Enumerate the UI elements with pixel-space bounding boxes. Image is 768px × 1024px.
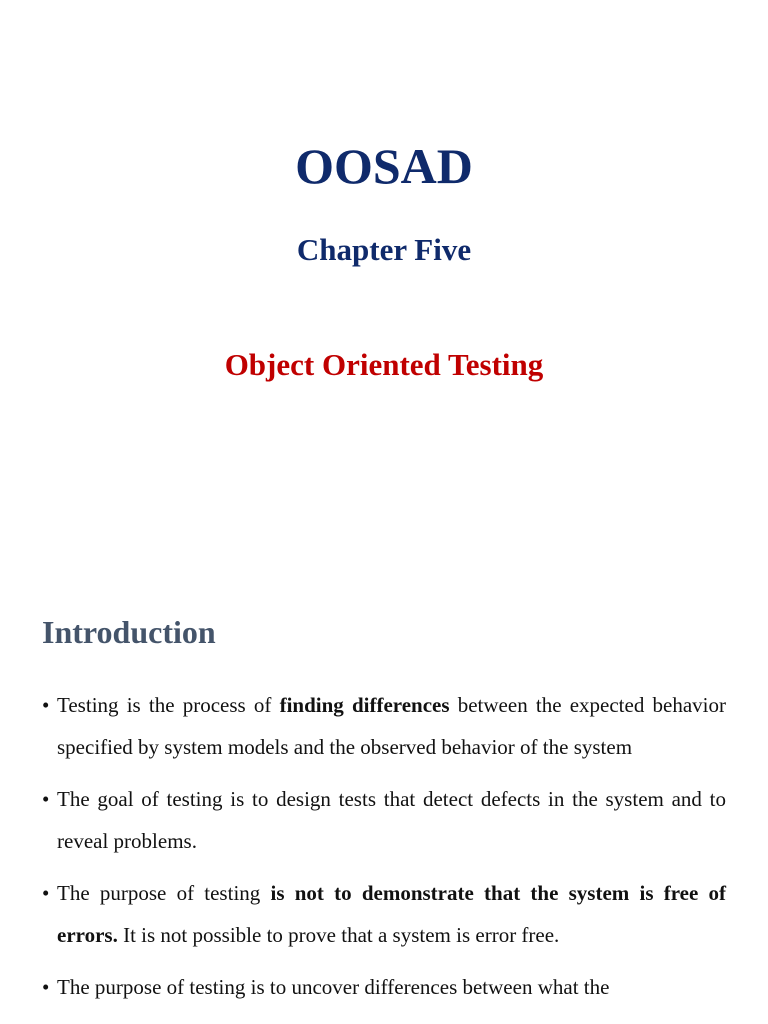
bullet-text: The goal of testing is to design tests that detect defects in the system and to reveal problems. <box>57 787 726 853</box>
bullet-emphasis: finding differences <box>279 693 450 717</box>
bullet-item <box>42 872 726 956</box>
bullet-list <box>42 684 726 1018</box>
introduction-slide <box>0 600 768 1024</box>
bullet-item <box>42 778 726 862</box>
bullet-item <box>42 966 726 1008</box>
course-title: OOSAD <box>295 138 473 194</box>
bullet-emphasis: is not to demonstrate that the system is free of errors. <box>57 881 726 947</box>
slide-heading: Introduction <box>42 614 216 650</box>
bullet-text: It is not possible to prove that a system is error free. <box>117 923 560 947</box>
bullet-text: between the expected behavior specified by system models and the observed behavior of the system <box>57 693 726 759</box>
chapter-title: Chapter Five <box>296 232 472 267</box>
topic-title: Object Oriented Testing <box>224 347 544 382</box>
bullet-text: The purpose of testing <box>57 881 271 905</box>
bullet-text: The purpose of testing is to uncover differences between what the <box>57 975 610 999</box>
bullet-text: Testing is the process of <box>57 693 280 717</box>
bullet-item <box>42 684 726 768</box>
